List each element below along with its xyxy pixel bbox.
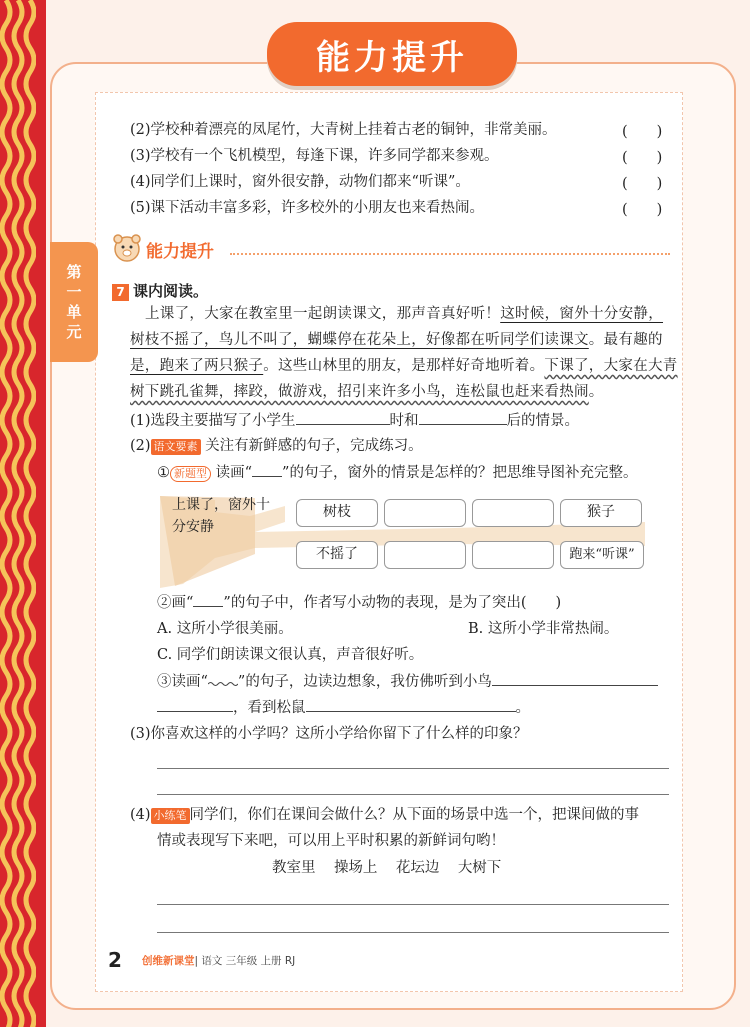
answer-paren[interactable]: ( ) [622, 124, 663, 140]
question-1 [130, 410, 579, 431]
section-header [112, 233, 670, 265]
map-box-bottom-3[interactable] [472, 541, 554, 569]
map-box-bottom-1: 不摇了 [296, 541, 378, 569]
question-number-badge: 7 [112, 284, 129, 301]
q2-3-blank[interactable] [306, 697, 516, 712]
question-3: (3)你喜欢这样的小学吗？这所小学给你留下了什么样的印象？ [130, 726, 528, 742]
red-strip [36, 0, 46, 1027]
q2-label: (2) [130, 438, 151, 454]
passage-text: 上课了，大家在教室里一起朗读课文，那声音真好听！ [145, 306, 501, 322]
scene-item: 操场上 [333, 860, 378, 876]
footer-brand: 创维新课堂 [142, 955, 195, 967]
scene-item: 花坛边 [395, 860, 440, 876]
q4-tag: 小练笔 [151, 808, 190, 824]
passage-underlined: 树枝不摇了，鸟儿不叫了，蝴蝶停在花朵上，好像都在听同学们读课文 [130, 332, 589, 348]
passage-text: 。 [588, 384, 604, 400]
question-2 [130, 436, 423, 456]
option-a[interactable]: A. 这所小学很美丽。 [157, 621, 293, 637]
answer-line[interactable] [157, 904, 669, 905]
sub-text: ”的句子，窗外的情景是怎样的？把思维导图补充完整。 [282, 465, 638, 481]
q2-3-blank[interactable] [157, 697, 233, 712]
scene-item: 教室里 [272, 860, 316, 876]
q4-label: (4) [130, 807, 151, 823]
answer-paren[interactable]: ( ) [622, 150, 663, 166]
map-box-top-4: 猴子 [560, 499, 642, 527]
footer-info [142, 953, 295, 968]
passage-line-3 [130, 356, 678, 376]
q1-text: (1)选段主要描写了小学生 [130, 413, 296, 429]
prior-item-3: (3)学校有一个飞机模型，每逢下课，许多同学都来参观。 [130, 148, 499, 164]
unit-side-tab [50, 242, 98, 362]
prior-item-4: (4)同学们上课时，窗外很安静，动物们都来“听课”。 [130, 174, 470, 190]
side-tab-char: 第 [66, 263, 82, 281]
sub-text: ”的句子，边读边想象，我仿佛听到小鸟 [237, 674, 492, 690]
side-tab-char: 单 [66, 303, 82, 321]
side-tab-char: 元 [66, 323, 82, 341]
question-2-2 [157, 592, 561, 613]
map-box-top-2[interactable] [384, 499, 466, 527]
answer-line[interactable] [157, 794, 669, 795]
passage-text: 。最有趣的 [588, 332, 663, 348]
q2-text: 关注有新鲜感的句子，完成练习。 [205, 438, 423, 454]
passage-wavy: 下课了，大家在大青 [544, 358, 678, 374]
sub-text: 。 [515, 700, 530, 716]
question-2-3-cont [157, 697, 530, 718]
page-title: 能力提升 [267, 22, 517, 86]
scene-item: 大树下 [457, 860, 502, 876]
map-box-top-3[interactable] [472, 499, 554, 527]
question-title: 课内阅读。 [133, 282, 209, 300]
side-tab-char: 一 [66, 283, 82, 301]
sub-text: ，看到松鼠 [233, 700, 306, 716]
underline-sample-straight [193, 592, 223, 607]
decorative-wave-border [0, 0, 36, 1027]
passage-line-1 [145, 304, 663, 324]
sub-text: ③读画“ [157, 674, 208, 690]
bear-mascot-icon [112, 233, 142, 263]
page-number: 2 [108, 948, 122, 972]
q2-3-blank[interactable] [492, 671, 658, 686]
option-c[interactable]: C. 同学们朗读课文很认真，声音很好听。 [157, 647, 424, 663]
mind-map-root: 上课了，窗外十分安静 [172, 497, 270, 535]
sub-num: ① [157, 465, 170, 481]
passage-line-2 [130, 330, 663, 350]
sub-text: ②画“ [157, 595, 194, 611]
q2-tag: 语文要素 [151, 439, 201, 455]
underline-sample-straight [252, 462, 282, 477]
footer-meta: | 语文 三年级 上册 RJ [194, 955, 296, 967]
prior-item-2: (2)学校种着漂亮的凤尾竹，大青树上挂着古老的铜钟，非常美丽。 [130, 122, 557, 138]
section-dotted-rule [230, 253, 670, 255]
scene-list [272, 858, 501, 878]
q1-text: 后的情景。 [506, 413, 580, 429]
q1-blank[interactable] [419, 410, 507, 425]
map-box-bottom-2[interactable] [384, 541, 466, 569]
question-4 [130, 805, 639, 825]
passage-wavy: 树下跳孔雀舞，摔跤，做游戏，招引来许多小鸟，连松鼠也赶来看热闹 [130, 384, 589, 400]
q1-blank[interactable] [296, 410, 390, 425]
option-b[interactable]: B. 这所小学非常热闹。 [468, 621, 619, 637]
section-title: 能力提升 [146, 242, 214, 262]
new-type-tag: 新题型 [170, 466, 211, 482]
map-box-bottom-4: 跑来“听课” [560, 541, 644, 569]
prior-item-5: (5)课下活动丰富多彩，许多校外的小朋友也来看热闹。 [130, 200, 485, 216]
answer-paren[interactable]: ( ) [622, 202, 663, 218]
sub-text: 读画“ [215, 465, 253, 481]
question-4-line2: 情或表现写下来吧，可以用上平时积累的新鲜词句哟！ [157, 833, 505, 849]
question-2-1 [157, 462, 637, 483]
q4-text: 同学们，你们在课间会做什么？从下面的场景中选一个，把课间做的事 [189, 807, 640, 823]
passage-text: 。这些山林里的朋友，是那样好奇地听着。 [263, 358, 545, 374]
question-7-title [112, 280, 208, 301]
answer-line[interactable] [157, 768, 669, 769]
answer-line[interactable] [157, 932, 669, 933]
passage-underlined: 是，跑来了两只猴子 [130, 358, 264, 374]
passage-line-4 [130, 382, 604, 402]
q1-text: 时和 [389, 413, 419, 429]
passage-underlined: 这时候，窗外十分安静， [500, 306, 664, 322]
underline-sample-wavy [208, 672, 238, 686]
sub-text: ”的句子中，作者写小动物的表现，是为了突出( ) [223, 595, 562, 611]
map-box-top-1: 树枝 [296, 499, 378, 527]
answer-paren[interactable]: ( ) [622, 176, 663, 192]
question-2-3 [157, 671, 658, 692]
